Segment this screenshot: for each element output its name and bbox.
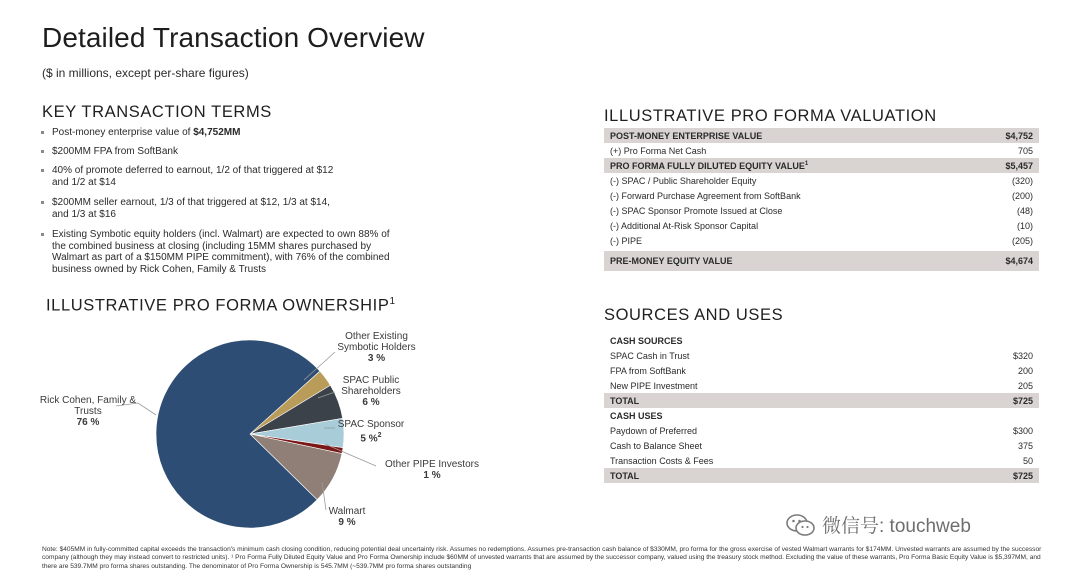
sources-total-row — [604, 393, 1039, 408]
row-value: $320 — [1012, 350, 1033, 361]
pie-label-walmart — [318, 506, 376, 528]
row-label — [604, 188, 970, 203]
row-label: Transaction Costs & Fees — [610, 455, 714, 466]
key-term-text: Post-money enterprise value of — [52, 127, 194, 138]
pie-label-name: Rick Cohen, Family & — [39, 395, 137, 406]
table-row — [604, 378, 1039, 393]
row-label: New PIPE Investment — [610, 380, 698, 391]
row-label-text: (-) Forward Purchase Agreement from SoftBank — [610, 190, 801, 201]
row-label-text: POST-MONEY ENTERPRISE VALUE — [610, 130, 763, 141]
pie-label-percent: 3 % — [367, 353, 386, 364]
row-label-footnote: 1 — [804, 160, 809, 167]
row-value: 375 — [1017, 440, 1033, 451]
row-label-text: (-) Additional At-Risk Sponsor Capital — [610, 220, 759, 231]
row-value: (48) — [1016, 205, 1033, 216]
pie-label-percent-wrap — [326, 430, 416, 444]
valuation-heading: ILLUSTRATIVE PRO FORMA VALUATION — [604, 107, 937, 125]
row-label — [604, 158, 970, 173]
page-subtitle: ($ in millions, except per-share figures) — [42, 66, 249, 80]
pie-label-percent: 6 % — [362, 397, 380, 408]
row-label — [604, 128, 970, 143]
pie-label-name: SPAC Public — [342, 375, 400, 386]
row-label: TOTAL — [604, 468, 944, 483]
table-row — [604, 453, 1039, 468]
pie-label-percent: 1 % — [423, 470, 441, 481]
row-label — [604, 218, 970, 233]
row-value: (320) — [1011, 175, 1033, 186]
valuation-row — [604, 158, 1039, 173]
pie-label-name: Other Existing — [345, 331, 408, 342]
row-label-text: (-) SPAC / Public Shareholder Equity — [610, 175, 757, 186]
row-value: 205 — [1017, 380, 1033, 391]
row-label-text: PRE-MONEY EQUITY VALUE — [610, 256, 733, 266]
wechat-icon — [786, 513, 816, 537]
sources-uses-heading: SOURCES AND USES — [604, 306, 784, 324]
row-label — [604, 173, 970, 188]
row-label-text: (+) Pro Forma Net Cash — [610, 145, 707, 156]
row-label: Paydown of Preferred — [610, 425, 698, 436]
row-label — [604, 250, 970, 272]
pie-label-rick-cohen — [28, 395, 148, 428]
row-value: 705 — [1017, 145, 1033, 156]
cash-uses-header-row — [604, 408, 1039, 423]
page-title: Detailed Transaction Overview — [42, 22, 425, 53]
table-row — [604, 438, 1039, 453]
key-term-text: $200MM seller earnout, 1/3 of that triggered at $12, 1/3 at $14, and 1/3 at $16 — [52, 197, 330, 220]
ownership-heading-text: ILLUSTRATIVE PRO FORMA OWNERSHIP — [46, 296, 390, 315]
row-label-text: (-) SPAC Sponsor Promote Issued at Close — [610, 205, 783, 216]
valuation-row — [604, 233, 1039, 250]
key-terms-heading: KEY TRANSACTION TERMS — [42, 103, 272, 121]
row-value: $4,752 — [970, 128, 1039, 143]
cash-uses-label: CASH USES — [610, 410, 663, 421]
valuation-row — [604, 250, 1039, 272]
watermark-text: 微信号: touchweb — [822, 516, 971, 537]
pie-label-name: Walmart — [328, 506, 366, 517]
pie-label-percent: 9 % — [338, 517, 356, 528]
table-row — [604, 363, 1039, 378]
pie-label-spac-sponsor — [326, 419, 416, 444]
valuation-row — [604, 218, 1039, 233]
pie-label-name: SPAC Sponsor — [337, 419, 405, 430]
row-label: SPAC Cash in Trust — [610, 350, 690, 361]
pie-label-name: Other PIPE Investors — [385, 459, 479, 470]
pie-label-spac-public — [321, 375, 421, 408]
uses-total-row — [604, 468, 1039, 483]
row-value: $300 — [1012, 425, 1033, 436]
valuation-row — [604, 128, 1039, 143]
table-row — [604, 423, 1039, 438]
footnote: Note: $405MM in fully-committed capital exceeds the transaction's minimum cash closing condition, reducing potential deal uncertainty risk. Assumes no redemptions. Assumes pre-transaction cash balance of $330MM, pro forma for the gross exercise of vested Walmart warrants for $174MM. Unvested warrants are assumed by the successor company (although they may instead convert to restricted units). ¹ Pro Forma Fully Diluted Equity Value and Pro Forma Ownership include $60MM of unvested warrants that are assumed by the successor company, valued using the treasury stock method. Excluding the value of these warrants, Pro Forma Basic Equity Value is $5,397MM, and there are 539.7MM pro forma shares outstanding. The denominator of Pro Forma Ownership is 545.7MM (~539.7MM pro forma shares outstanding — [42, 546, 1042, 570]
ownership-heading-footnote: 1 — [389, 296, 396, 307]
leader-line-other-pipe — [325, 444, 376, 466]
key-term-text: 40% of promote deferred to earnout, 1/2 of that triggered at $12 and 1/2 at $14 — [52, 165, 334, 188]
pie-label-other-pipe — [376, 459, 488, 481]
row-value: (200) — [1011, 190, 1033, 201]
valuation-row — [604, 173, 1039, 188]
row-label: Cash to Balance Sheet — [610, 440, 703, 451]
pie-label-name: Symbotic Holders — [337, 342, 416, 353]
valuation-row — [604, 188, 1039, 203]
valuation-row — [604, 203, 1039, 218]
row-value: $5,457 — [970, 158, 1039, 173]
row-label-text: (-) PIPE — [610, 235, 643, 246]
row-label-text: PRO FORMA FULLY DILUTED EQUITY VALUE — [610, 160, 805, 171]
watermark — [786, 511, 971, 538]
sources-uses-table — [604, 333, 1039, 483]
pie-label-percent: 76 % — [76, 417, 100, 428]
cash-sources-header-row — [604, 333, 1039, 348]
row-value: 200 — [1017, 365, 1033, 376]
table-row — [604, 348, 1039, 363]
row-label — [604, 143, 970, 158]
key-term-bold-value: $4,752MM — [193, 127, 241, 138]
cash-sources-label: CASH SOURCES — [610, 335, 683, 346]
valuation-row — [604, 143, 1039, 158]
pie-label-name: Trusts — [74, 406, 102, 417]
pie-label-percent: 5 % — [360, 433, 378, 445]
row-label — [604, 203, 970, 218]
row-label: FPA from SoftBank — [610, 365, 686, 376]
row-value: (205) — [1011, 235, 1033, 246]
row-value: $4,674 — [970, 250, 1039, 272]
row-value: $725 — [944, 468, 1039, 483]
row-value: (10) — [1016, 220, 1033, 231]
pie-label-name: Shareholders — [341, 386, 401, 397]
key-term-text: Existing Symbotic equity holders (incl. Walmart) are expected to own 88% of the combined business at closing (including 15MM shares purchased by Walmart as part of a $150MM PIPE commitment), with 76% of the combined business owned by Rick Cohen, Family & Trusts — [52, 229, 390, 275]
pie-label-other-existing — [324, 331, 429, 364]
key-term-text: $200MM FPA from SoftBank — [52, 145, 178, 157]
row-value: 50 — [1022, 455, 1033, 466]
pie-label-footnote: 2 — [377, 432, 382, 439]
valuation-table — [604, 128, 1039, 271]
row-value: $725 — [944, 393, 1039, 408]
row-label — [604, 233, 970, 250]
row-label: TOTAL — [604, 393, 944, 408]
